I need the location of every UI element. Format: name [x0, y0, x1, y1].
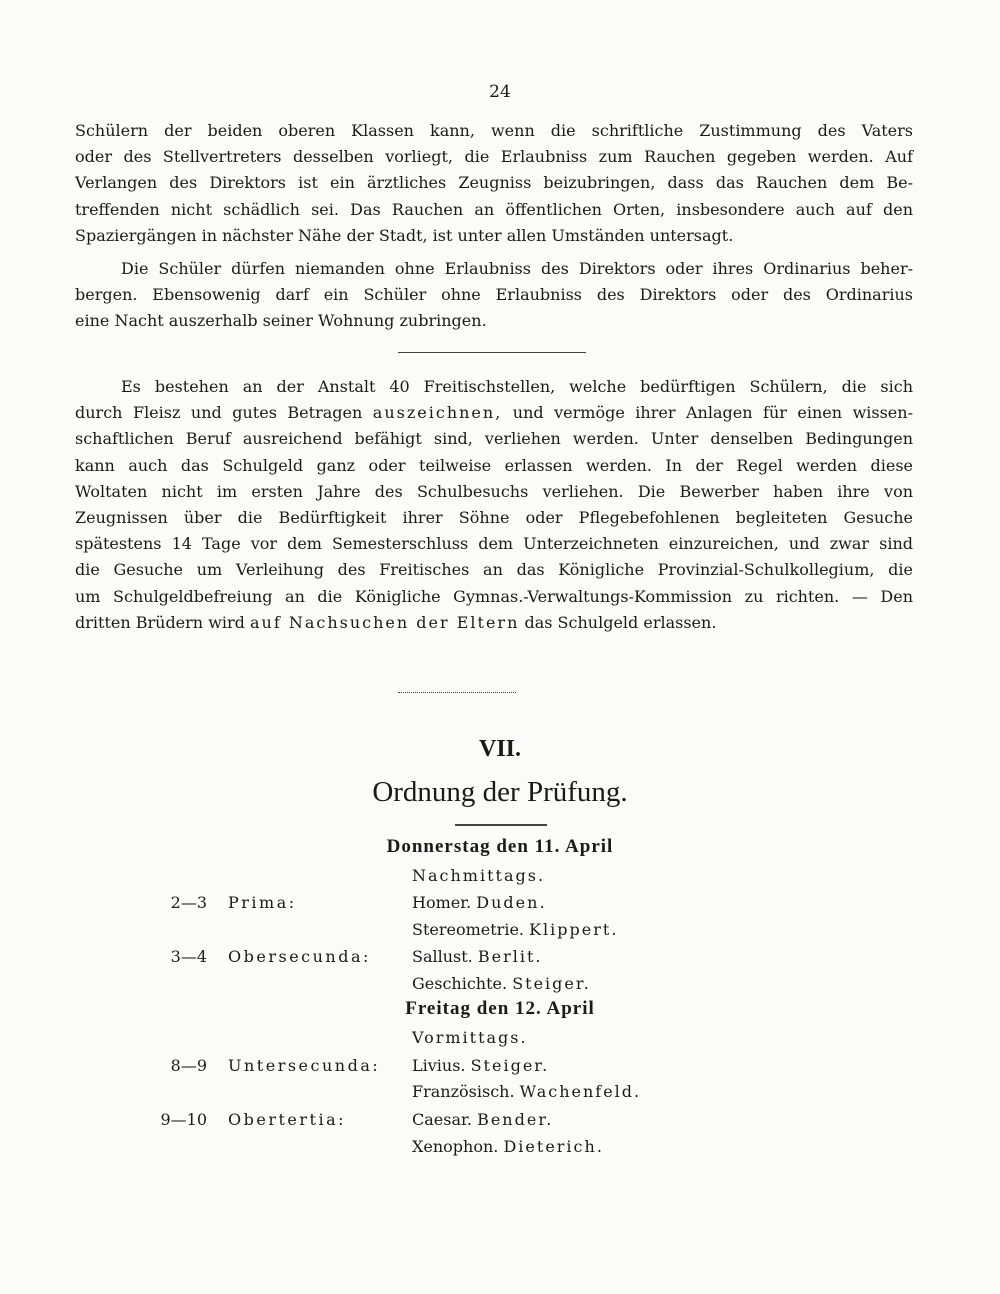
time-of-day: Nachmittags.: [412, 866, 546, 885]
section-number: VII.: [478, 736, 521, 762]
teacher-name: Bender.: [477, 1110, 554, 1129]
text-line: oder des Stellvertreters desselben vorliegt, die Erlaubniss zum Rauchen gegeben werden. Auf: [75, 147, 913, 167]
teacher-name: Dieterich.: [503, 1137, 604, 1156]
teacher-name: Steiger.: [470, 1056, 550, 1075]
teacher-name: Wachenfeld.: [519, 1082, 642, 1101]
subject-entry: [412, 920, 618, 939]
subject-entry: [412, 893, 547, 912]
slot-class: Prima:: [228, 893, 297, 912]
text-fragment: das Schulgeld erlassen.: [524, 612, 717, 632]
text-line: die Gesuche um Verleihung des Freitisches an das Königliche Provinzial-Schulkollegium, die: [75, 560, 913, 580]
teacher-name: Duden.: [476, 893, 547, 912]
teacher-name: Berlit.: [477, 947, 543, 966]
text-line: [75, 610, 913, 636]
text-line: Es bestehen an der Anstalt 40 Freitischstellen, welche bedürftigen Schülern, die sich: [121, 377, 913, 396]
slot-class: Untersecunda:: [228, 1056, 381, 1075]
spaced-phrase: auf Nachsuchen der Eltern: [249, 612, 520, 632]
text-line: Die Schüler dürfen niemanden ohne Erlaubniss des Direktors oder ihres Ordinarius beher-: [121, 259, 913, 278]
subject-entry: [412, 1137, 604, 1156]
text-line: schaftlichen Beruf ausreichend befähigt sind, verliehen werden. Unter denselben Bedingungen: [75, 429, 913, 449]
slot-time: 2—3: [170, 893, 207, 912]
subject-entry: [412, 947, 542, 966]
subject-entry: [412, 1110, 553, 1129]
day-heading: Freitag den 12. April: [405, 998, 595, 1019]
subject-name: Sallust.: [412, 947, 473, 966]
subject-entry: [412, 974, 591, 993]
subject-entry: [412, 1082, 641, 1101]
text-line: bergen. Ebensowenig darf ein Schüler ohne Erlaubniss des Direktors oder des Ordinarius: [75, 285, 913, 305]
text-line: treffenden nicht schädlich sei. Das Rauchen an öffentlichen Orten, insbesondere auch auf den: [75, 199, 913, 219]
paragraph-free-tables: [75, 374, 913, 636]
text-line: um Schulgeldbefreiung an die Königliche Gymnas.-Verwaltungs-Kommission zu richten. — Den: [75, 586, 913, 606]
text-line: Schülern der beiden oberen Klassen kann, wenn die schriftliche Zustimmung des Vaters: [75, 121, 913, 140]
subject-name: Stereometrie.: [412, 920, 524, 939]
text-line: Zeugnissen über die Bedürftigkeit ihrer Söhne oder Pflegebefohlenen begleiteten Gesuche: [75, 508, 913, 528]
slot-class: Obersecunda:: [228, 947, 371, 966]
separator-rule: [398, 352, 586, 353]
slot-time: 8—9: [170, 1056, 207, 1075]
slot-class: Obertertia:: [228, 1110, 346, 1129]
text-line: Verlangen des Direktors ist ein ärztliches Zeugniss beizubringen, dass das Rauchen dem Be-: [75, 173, 913, 193]
text-line: eine Nacht auszerhalb seiner Wohnung zubringen.: [75, 311, 487, 331]
subject-name: Caesar.: [412, 1110, 472, 1129]
text-line: Woltaten nicht im ersten Jahre des Schulbesuchs verliehen. Die Bewerber haben ihre von: [75, 481, 913, 501]
text-line: spätestens 14 Tage vor dem Semesterschluss dem Unterzeichneten einzureichen, und zwar sind: [75, 534, 913, 554]
subject-name: Geschichte.: [412, 974, 508, 993]
paragraph-smoking: [75, 118, 913, 249]
subject-entry: [412, 1056, 549, 1075]
section-title: Ordnung der Prüfung.: [372, 776, 628, 808]
text-line: [75, 400, 913, 426]
text-fragment: durch Fleisz und gutes Betragen: [75, 403, 363, 423]
teacher-name: Steiger.: [512, 974, 591, 993]
teacher-name: Klippert.: [529, 920, 619, 939]
text-line: Spaziergängen in nächster Nähe der Stadt, ist unter allen Umständen untersagt.: [75, 225, 734, 245]
text-fragment: und vermöge ihrer Anlagen für einen wissen-: [512, 403, 913, 423]
time-of-day: Vormittags.: [412, 1028, 528, 1047]
subject-name: Französisch.: [412, 1082, 515, 1101]
text-fragment: dritten Brüdern wird: [75, 612, 245, 632]
subject-name: Livius.: [412, 1056, 466, 1075]
paragraph-lodging: [75, 256, 913, 335]
separator-rule: [398, 692, 516, 693]
day-heading: Donnerstag den 11. April: [386, 836, 614, 857]
subject-name: Xenophon.: [412, 1137, 499, 1156]
title-underline: [455, 824, 547, 826]
spaced-word: auszeichnen,: [372, 403, 503, 423]
text-line: kann auch das Schulgeld ganz oder teilweise erlassen werden. In der Regel werden diese: [75, 455, 913, 475]
slot-time: 9—10: [160, 1110, 207, 1129]
slot-time: 3—4: [170, 947, 207, 966]
subject-name: Homer.: [412, 893, 472, 912]
page-number: 24: [489, 82, 511, 102]
